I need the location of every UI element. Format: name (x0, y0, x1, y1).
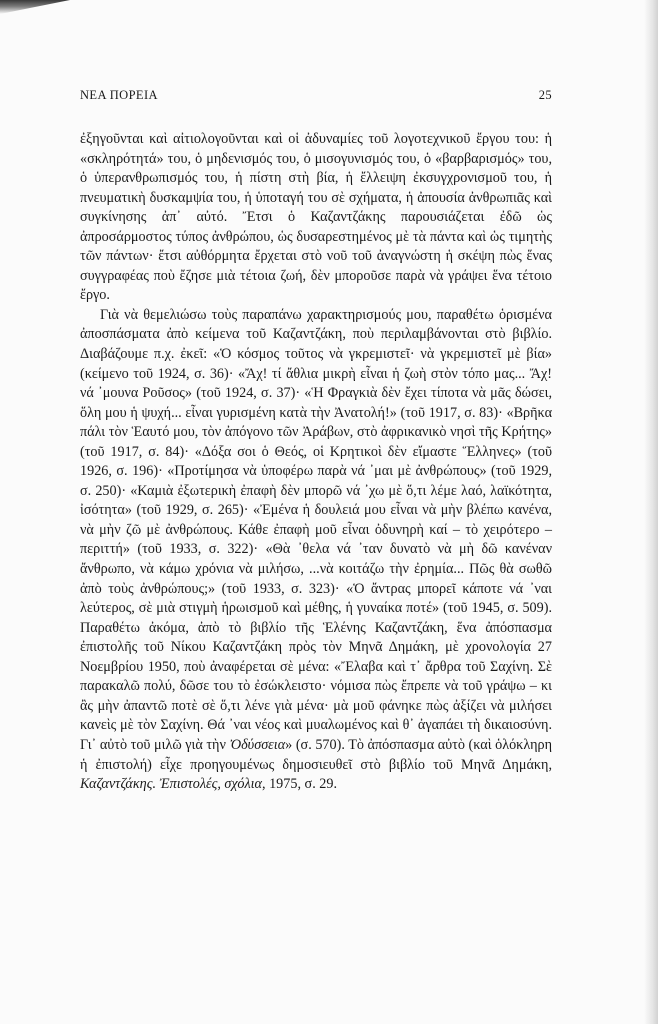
book-title-citation: Καζαντζάκης. Ἐπιστολές, σχόλια (80, 776, 262, 793)
page-number: 25 (538, 88, 552, 102)
paragraph-2 (80, 306, 552, 795)
citation-end: , 1975, σ. 29. (261, 776, 338, 793)
scan-edge-shadow (644, 0, 658, 1024)
running-header (80, 88, 552, 106)
body-text (80, 130, 552, 795)
scan-corner-shadow (0, 0, 70, 14)
paragraph-2-text: Γιὰ νὰ θεμελιώσω τοὺς παραπάνω χαρακτηρισμούς μου, παραθέτω ὁρισμένα ἀποσπάσματα ἀπὸ κείμενα τοῦ Καζαντζάκη, ποὺ περιλαμβάνονται στὸ βιβλίο. Διαβάζουμε π.χ. ἐκεῖ: «Ὁ κόσμος τοῦτος νὰ γκρεμιστεῖ· νὰ γκρεμιστεῖ μὲ βία» (κείμενο τοῦ 1924, σ. 36)· «Ἄχ! τί ἄθλια μικρὴ εἶναι ἡ ζωὴ στὸν τόπο μας... Ἄχ! νά ᾽μουνα Ροῦσος» (τοῦ 1924, σ. 37)· «Ἡ Φραγκιὰ δὲν ἔχει τίποτα νὰ μᾶς δώσει, ὅλη μου ἡ ψυχή... εἶναι γυρισμένη κατὰ τὴν Ἀνατολή!» (τοῦ 1917, σ. 83)· «Βρῆκα πάλι τὸν Ἑαυτό μου, τὸν ἀπόγονο τῶν Ἀράβων, στὸ ἀφρικανικὸ νησὶ τῆς Κρήτης» (τοῦ 1917, σ. 84)· «Δόξα σοι ὁ Θεός, οἱ Κρητικοὶ δὲν εἴμαστε Ἕλληνες» (τοῦ 1926, σ. 196)· «Προτίμησα νὰ ὑποφέρω παρὰ νά ᾽μαι μὲ ἀνθρώπους» (τοῦ 1929, σ. 250)· «Καμιὰ ἐξωτερικὴ ἐπαφὴ δὲν μπορῶ νά ᾽χω μὲ ὅ,τι λέμε λαό, λαϊκότητα, ἰσότητα» (τοῦ 1929, σ. 265)· «Ἐμένα ἡ δουλειά μου εἶναι νὰ μὴν βλέπω κανένα, νὰ μὴν ζῶ μὲ ἀνθρώπους. Κάθε ἐπαφὴ μοῦ εἶναι ὀδυνηρὴ καί – τὸ χειρότερο – περιττή» (τοῦ 1933, σ. 322)· «Θὰ ᾽θελα νά ᾽ταν δυνατὸ νὰ μὴ δῶ κανέναν ἄνθρωπο, νὰ κάμω χρόνια νὰ μιλήσω, ...νὰ κοιτάζω τὴν ἐρημία... Πῶς θὰ σωθῶ ἀπὸ τοὺς ἀνθρώπους;» (τοῦ 1933, σ. 323)· «Ὁ ἄντρας μπορεῖ κάποτε νά ᾽ναι λεύτερος, σὲ μιὰ στιγμὴ ἡρωισμοῦ καὶ μέθης, ἡ γυναίκα ποτέ» (τοῦ 1945, σ. 509). Παραθέτω ἀκόμα, ἀπὸ τὸ βιβλίο τῆς Ἑλένης Καζαντζάκη, ἕνα ἀπόσπασμα ἐπιστολῆς τοῦ Νίκου Καζαντζάκη πρὸς τὸν Μηνᾶ Δημάκη, μὲ χρονολογία 27 Νοεμβρίου 1950, ποὺ ἀναφέρεται σὲ μένα: «Ἔλαβα καὶ τ᾽ ἄρθρα τοῦ Σαχίνη. Σὲ παρακαλῶ πολύ, δῶσε του τὸ ἐσώκλειστο· νόμισα πὼς ἔπρεπε νὰ τοῦ γράψω – κι ἂς μὴν ἀπαντῶ ποτὲ σὲ ὅ,τι λένε γιὰ μένα· μὰ μοῦ φάνηκε πὼς ἀξίζει νὰ μιλήσει κανεὶς μὲ τὸν Σαχίνη. Θά ᾽ναι νέος καὶ μυαλωμένος καὶ θ᾽ ἀγαπάει τὴ δικαιοσύνη. Γι᾽ αὐτὸ τοῦ μιλῶ γιὰ τὴν (80, 306, 552, 753)
work-title-odyssey: Ὀδύσσεια (229, 736, 286, 753)
paragraph-1: ἐξηγοῦνται καὶ αἰτιολογοῦνται καὶ οἱ ἀδυναμίες τοῦ λογοτεχνικοῦ ἔργου του: ἡ «σκληρότητά» του, ὁ μηδενισμός του, ὁ μισογυνισμός του, ὁ «βαρβαρισμός» του, ὁ ὑπερανθρωπισμός του, ἡ πίστη στὴ βία, ἡ ἔλλειψη ἐκσυγχρονισμοῦ του, ἡ πνευματικὴ δυσκαμψία του, ἡ ὑποταγή του σὲ σχήματα, ἡ ἀπουσία ἀνθρωπιᾶς καὶ συγκίνησης ἀπ᾽ αὐτό. Ἔτσι ὁ Καζαντζάκης παρουσιάζεται ἐδῶ ὡς ἀπροσάρμοστος τύπος ἀνθρώπου, ὡς δυσαρεστημένος μὲ τὰ πάντα καὶ ὡς τιμητὴς τῶν πάντων· ἔτσι αὐθόρμητα ἔρχεται στὸ νοῦ τοῦ ἀναγνώστη ἡ σκέψη πὼς ἕνας συγγραφέας ποὺ ἔζησε μιὰ τέτοια ζωή, δὲν μποροῦσε παρὰ νὰ γράψει ἕνα τέτοιο ἔργο. (80, 131, 552, 304)
paragraph-2-continuation: » (σ. 570). Τὸ ἀπόσπασμα αὐτὸ (καὶ ὁλόκληρη ἡ ἐπιστολή) εἶχε προηγουμένως δημοσιευθεῖ στὸ βιβλίο τοῦ Μηνᾶ Δημάκη, (80, 736, 552, 773)
running-title: ΝΕΑ ΠΟΡΕΙΑ (80, 88, 158, 102)
